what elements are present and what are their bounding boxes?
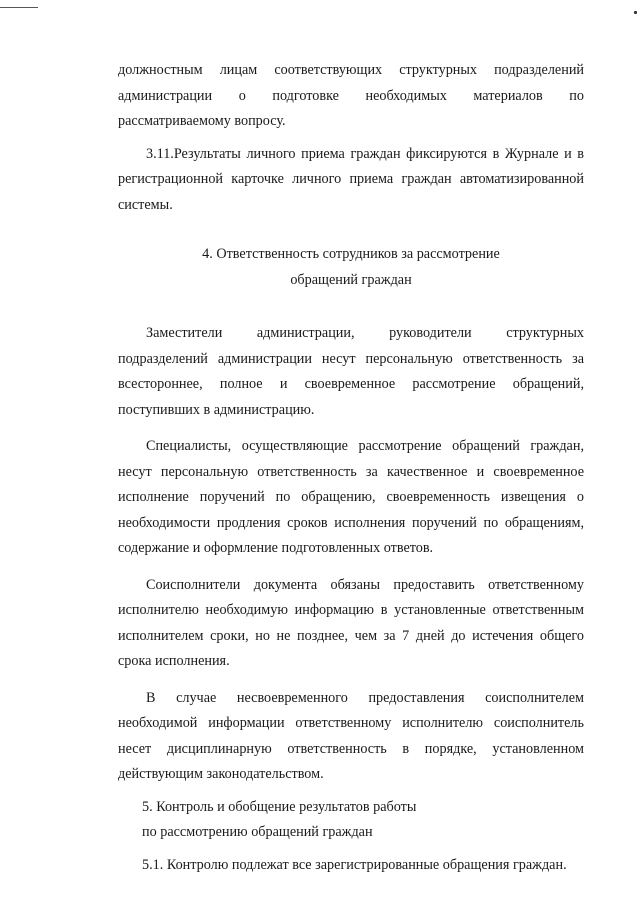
text-line: исполнителем сроки, но не позднее, чем за 7 дней до истечения общего (118, 627, 584, 644)
text-line: Заместители администрации, руководители структурных (146, 325, 584, 341)
heading-line: 4. Ответственность сотрудников за рассмотрение (202, 246, 500, 262)
text-line: системы. (118, 196, 173, 213)
text-line: администрации о подготовке необходимых материалов по (118, 87, 584, 104)
paragraph-5-1 (118, 853, 584, 879)
text-line: исполнителю необходимую информацию в установленные ответственным (118, 602, 584, 618)
text-line: поступивших в администрацию. (118, 401, 315, 418)
text-line: срока исполнения. (118, 653, 230, 669)
paragraph-untimely (118, 686, 584, 788)
paragraph-deputies (118, 321, 584, 423)
text-line: Соисполнители документа обязаны предоставить ответственному (146, 576, 584, 593)
text-line: действующим законодательством. (118, 766, 324, 782)
text-line: В случае несвоевременного предоставления соисполнителем (146, 689, 584, 706)
text-line: всестороннее, полное и своевременное рассмотрение обращений, (118, 376, 584, 392)
paragraph-specialists (118, 434, 584, 562)
text-line: необходимости продления сроков исполнения поручений по обращениям, (118, 514, 584, 531)
scan-edge-mark (0, 7, 38, 8)
heading-line: 5. Контроль и обобщение результатов работы (142, 798, 417, 815)
text-line: исполнение поручений по обращению, своевременность извещения о (118, 489, 584, 505)
paragraph-continuation (118, 58, 584, 135)
text-line: рассматриваемому вопросу. (118, 113, 286, 129)
scan-dot-mark (634, 11, 637, 14)
text-line: регистрационной карточке личного приема граждан автоматизированной (118, 171, 584, 187)
text-line: содержание и оформление подготовленных ответов. (118, 540, 434, 556)
heading-line: обращений граждан (290, 271, 412, 288)
text-line: должностным лицам соответствующих структурных подразделений (118, 62, 584, 78)
text-line: необходимой информации ответственному исполнителю соисполнитель (118, 715, 584, 731)
paragraph-coexecutors (118, 573, 584, 675)
heading-line: по рассмотрению обращений граждан (142, 824, 373, 840)
section-5-heading (118, 795, 584, 846)
text-line: несут персональную ответственность за качественное и своевременное (118, 463, 584, 480)
text-line: подразделений администрации несут персональную ответственность за (118, 350, 584, 367)
text-line: 5.1. Контролю подлежат все зарегистрированные обращения граждан. (142, 856, 567, 873)
section-4-heading (118, 242, 584, 293)
text-line: несет дисциплинарную ответственность в порядке, установленном (118, 740, 584, 757)
text-line: Специалисты, осуществляющие рассмотрение обращений граждан, (146, 438, 584, 454)
paragraph-3-11 (118, 142, 584, 219)
document-page (118, 58, 584, 878)
text-line: 3.11.Результаты личного приема граждан фиксируются в Журнале и в (146, 145, 584, 162)
